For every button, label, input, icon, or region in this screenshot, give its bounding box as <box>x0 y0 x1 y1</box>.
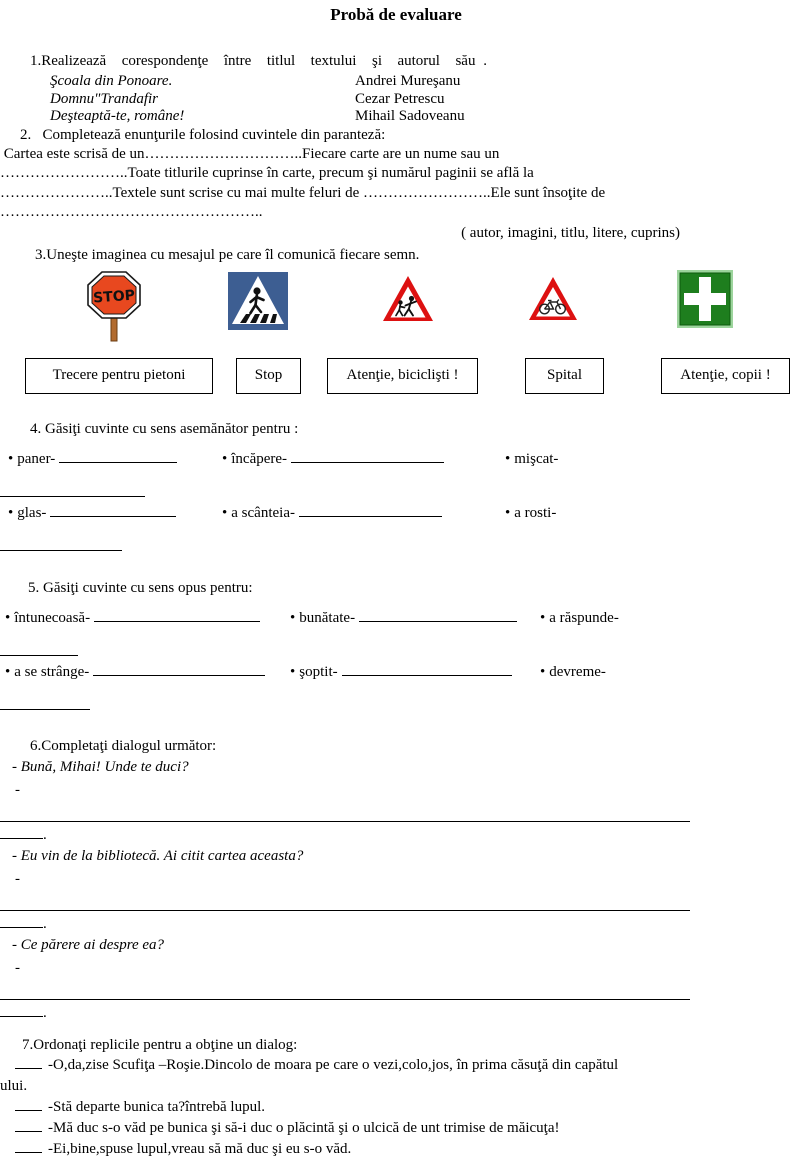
stop-sign-icon <box>83 269 145 351</box>
dialogue-prompt: - Ce părere ai despre ea? <box>12 936 165 953</box>
order-number-blank <box>15 1118 42 1132</box>
synonym-item <box>505 449 558 469</box>
antonym-item <box>5 662 290 682</box>
answer-blank <box>0 495 145 497</box>
word: a rosti- <box>514 504 557 521</box>
answer-blank <box>0 825 43 839</box>
exercise3-heading: 3.Uneşte imaginea cu mesajul pe care îl comunică fiecare semn. <box>35 246 420 263</box>
word: devreme- <box>549 663 606 680</box>
antonym-item <box>290 608 540 628</box>
bullet-icon: • <box>222 504 228 521</box>
exercise1-heading: 1.Realizează corespondenţe între titlul textului şi autorul său . <box>30 53 487 69</box>
period: . <box>43 915 47 932</box>
text-title: Deşteaptă-te, române! <box>50 108 185 124</box>
word-bank: ( autor, imagini, titlu, litere, cuprins) <box>461 224 680 241</box>
answer-line-end <box>0 1003 792 1023</box>
exercise2-heading: 2. Completează enunţurile folosind cuvintele din paranteză: <box>20 126 386 143</box>
bullet-icon: • <box>5 609 11 626</box>
word: bunătate- <box>299 609 356 626</box>
sign-label-text: Trecere pentru pietoni <box>52 367 186 383</box>
synonym-item <box>222 503 505 523</box>
fill-in-sentence: …………………………………………….. <box>0 204 263 220</box>
word: a se strânge- <box>14 663 90 680</box>
answer-blank <box>94 608 260 622</box>
answer-blank <box>50 503 176 517</box>
antonym-row <box>0 608 792 628</box>
match-pair-row <box>0 108 792 126</box>
children-warning-sign-icon <box>381 274 435 330</box>
answer-blank <box>359 608 517 622</box>
order-number-blank <box>15 1097 42 1111</box>
bullet-icon: • <box>8 450 14 467</box>
answer-blank <box>0 708 90 710</box>
word: încăpere- <box>231 450 288 467</box>
sign-label-box <box>327 358 478 394</box>
answer-blank <box>59 449 177 463</box>
sign-label-text: Atenţie, biciclişti ! <box>346 367 459 383</box>
period: . <box>43 826 47 843</box>
bullet-icon: • <box>505 450 511 467</box>
word: glas- <box>17 504 47 521</box>
answer-blank <box>0 549 122 551</box>
answer-blank <box>93 662 265 676</box>
answer-dash: - <box>15 781 20 798</box>
answer-blank <box>0 654 78 656</box>
worksheet-page <box>0 4 792 1157</box>
sign-label-box <box>25 358 213 394</box>
sign-labels-row <box>0 358 792 406</box>
text-title: Şcoala din Ponoare. <box>50 73 173 89</box>
answer-blank <box>342 662 512 676</box>
answer-blank <box>291 449 444 463</box>
bullet-icon: • <box>5 663 11 680</box>
pedestrian-crossing-sign-icon <box>228 272 288 336</box>
dialogue-reply <box>0 1139 792 1160</box>
answer-line <box>0 820 690 822</box>
exercise7-heading: 7.Ordonaţi replicile pentru a obţine un dialog: <box>22 1036 298 1053</box>
match-pair-row <box>0 91 792 109</box>
synonym-item <box>8 503 222 523</box>
sign-label-box <box>236 358 301 394</box>
antonym-item <box>540 662 606 682</box>
answer-dash: - <box>15 959 20 976</box>
text-title: Domnu"Trandafir <box>50 90 158 107</box>
synonym-item <box>222 449 505 469</box>
author-name: Mihail Sadoveanu <box>355 108 465 124</box>
period: . <box>43 1004 47 1021</box>
sign-label-box <box>525 358 604 394</box>
traffic-signs-row <box>0 266 792 358</box>
fill-in-sentence: ……………………..Toate titlurile cuprinse în carte, precum şi numărul paginii se află la <box>0 165 534 181</box>
sign-label-text: Atenţie, copii ! <box>680 367 771 383</box>
fill-in-sentence: Cartea este scrisă de un…………………………..Fiecare carte are un nume sau un <box>0 145 500 162</box>
answer-blank <box>0 914 43 928</box>
author-name: Cezar Petrescu <box>355 90 445 107</box>
antonym-item <box>5 608 290 628</box>
bullet-icon: • <box>290 663 296 680</box>
bullet-icon: • <box>540 609 546 626</box>
exercise4-heading: 4. Găsiţi cuvinte cu sens asemănător pentru : <box>30 420 299 437</box>
answer-dash: - <box>15 870 20 887</box>
author-name: Andrei Mureşanu <box>355 73 461 89</box>
dialogue-reply <box>0 1097 792 1118</box>
dialogue-reply <box>0 1118 792 1139</box>
exercise5-heading: 5. Găsiţi cuvinte cu sens opus pentru: <box>28 579 253 596</box>
answer-line-end <box>0 825 792 845</box>
word: paner- <box>17 450 56 467</box>
bicycle-warning-sign-icon <box>527 275 579 329</box>
synonym-item <box>505 503 556 523</box>
word: a răspunde- <box>549 609 619 626</box>
dialogue-reply <box>0 1055 792 1076</box>
dialogue-prompt: - Eu vin de la bibliotecă. Ai citit cartea aceasta? <box>12 847 304 864</box>
answer-blank <box>0 1003 43 1017</box>
answer-line <box>0 909 690 911</box>
fill-in-sentence: …………………..Textele sunt scrise cu mai multe feluri de ……………………..Ele sunt însoţite de <box>0 184 606 201</box>
dialogue-prompt: - Bună, Mihai! Unde te duci? <box>12 758 189 775</box>
reply-text: -Ei,bine,spuse lupul,vreau să mă duc şi eu s-o văd. <box>48 1140 352 1157</box>
answer-line-end <box>0 914 792 934</box>
bullet-icon: • <box>8 504 14 521</box>
sign-label-box <box>661 358 790 394</box>
reply-text: -Mă duc s-o văd pe bunica şi să-i duc o plăcintă şi o ulcică de unt trimise de măicuţa! <box>48 1119 560 1136</box>
synonym-row <box>0 503 792 523</box>
word: a scânteia- <box>231 504 295 521</box>
reply-continuation: ului. <box>0 1077 28 1094</box>
answer-blank <box>299 503 442 517</box>
sign-label-text: Spital <box>546 367 582 383</box>
antonym-item <box>290 662 540 682</box>
antonym-row <box>0 662 792 682</box>
bullet-icon: • <box>290 609 296 626</box>
bullet-icon: • <box>505 504 511 521</box>
answer-line <box>0 998 690 1000</box>
bullet-icon: • <box>222 450 228 467</box>
sign-label-text: Stop <box>254 367 283 383</box>
svg-text:STOP: STOP <box>92 287 136 306</box>
page-title: Probă de evaluare <box>330 5 462 24</box>
word: întunecoasă- <box>14 609 91 626</box>
synonym-item <box>8 449 222 469</box>
word: şoptit- <box>299 663 338 680</box>
antonym-item <box>540 608 619 628</box>
reply-text: -O,da,zise Scufiţa –Roşie.Dincolo de moara pe care o vezi,colo,jos, în prima căsuţă din capătul <box>48 1056 619 1073</box>
word: mişcat- <box>514 450 559 467</box>
match-pair-row <box>0 73 792 91</box>
reply-text: -Stă departe bunica ta?întrebă lupul. <box>48 1098 265 1115</box>
bullet-icon: • <box>540 663 546 680</box>
first-aid-sign-icon <box>677 270 733 334</box>
exercise6-heading: 6.Completaţi dialogul următor: <box>30 737 217 754</box>
order-number-blank <box>15 1055 42 1069</box>
order-number-blank <box>15 1139 42 1153</box>
synonym-row <box>0 449 792 469</box>
